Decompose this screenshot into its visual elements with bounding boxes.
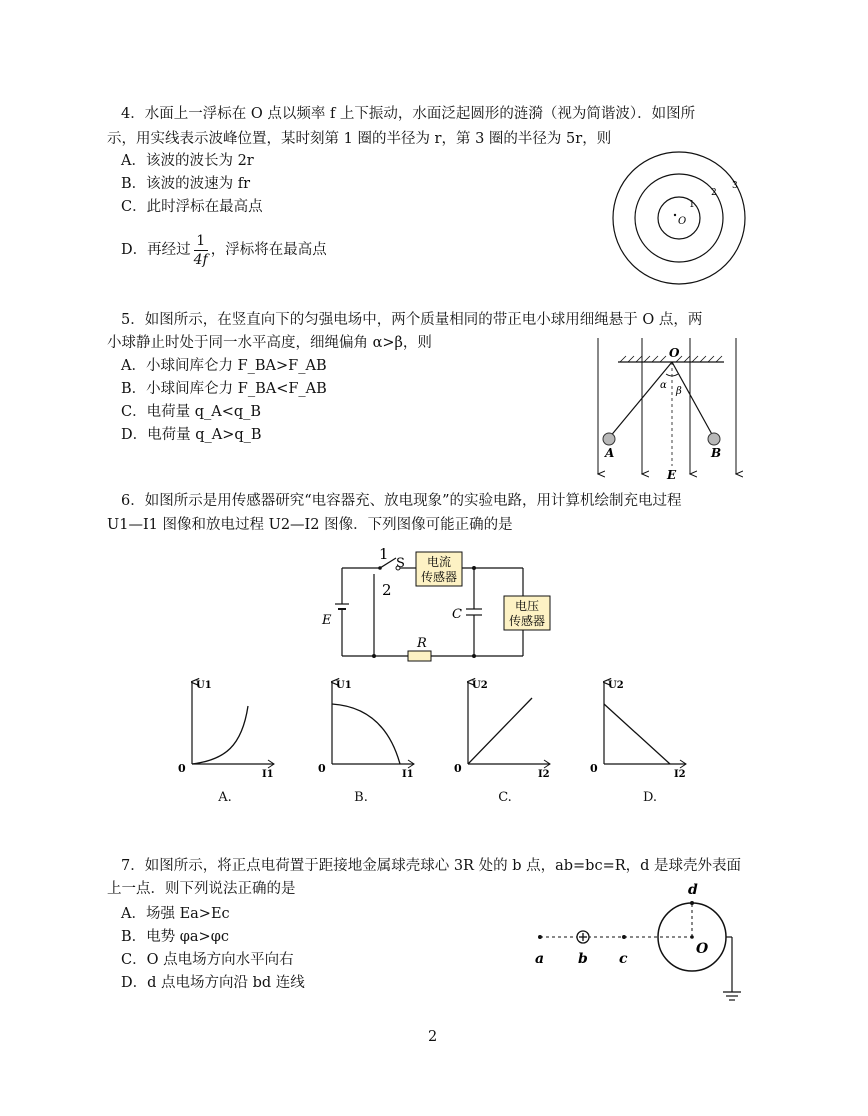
label-c: c <box>619 951 628 967</box>
ripple-label-2: 2 <box>711 188 717 198</box>
graph-a-origin: 0 <box>178 762 186 775</box>
q5-option-b: B．小球间库仑力 F_BA<F_AB <box>121 381 327 397</box>
graph-a-caption: A. <box>218 790 232 805</box>
graph-d-origin: 0 <box>590 762 598 775</box>
q4-option-c: C．此时浮标在最高点 <box>121 199 263 215</box>
graph-d-line <box>604 704 670 764</box>
ball-a <box>603 433 615 445</box>
label-o: O <box>696 941 709 957</box>
capacitor-label-c: C <box>452 607 462 622</box>
battery-label-e: E <box>322 613 332 628</box>
graph-b-origin: 0 <box>318 762 326 775</box>
point-d <box>690 901 694 905</box>
field-label-e: E <box>667 468 677 482</box>
graph-d-xlabel: I2 <box>674 769 686 780</box>
current-sensor-label-1: 电流 <box>426 555 452 569</box>
q7-option-c: C．O 点电场方向水平向右 <box>121 952 294 968</box>
q7-option-a: A．场强 Ea>Ec <box>121 906 230 922</box>
ball-a-label: A <box>605 446 615 460</box>
point-c <box>622 935 626 939</box>
graph-c-line <box>468 698 532 764</box>
q5-option-c: C．电荷量 q_A<q_B <box>121 404 262 420</box>
q4-fraction-denominator: 4f <box>193 251 208 268</box>
q4-stem-line-1: 4．水面上一浮标在 O 点以频率 f 上下振动，水面泛起圆形的涟漪（视为简谐波）．如图所 <box>121 106 696 122</box>
label-d: d <box>688 882 698 898</box>
switch-label-s: S <box>396 556 405 571</box>
graph-b-xlabel: I1 <box>402 769 414 780</box>
ripple-label-3: 3 <box>732 181 738 191</box>
q4-fraction-numerator: 1 <box>194 232 208 251</box>
ripple-label-1: 1 <box>689 200 695 210</box>
pivot-label-o: O <box>669 346 680 360</box>
q6-option-graphs <box>170 676 770 786</box>
junction-bottom-left <box>372 654 376 658</box>
page-number: 2 <box>428 1029 438 1045</box>
q4-option-a: A．该波的波长为 2r <box>121 153 254 169</box>
current-sensor-label-2: 传感器 <box>420 570 458 584</box>
graph-c-xlabel: I2 <box>538 769 550 780</box>
switch-contact-1 <box>378 566 382 570</box>
q5-pendulum-figure <box>590 336 750 482</box>
q7-sphere-figure <box>528 876 768 1008</box>
graph-a-curve <box>192 706 248 764</box>
graph-b-caption: B. <box>354 790 368 805</box>
switch-label-2: 2 <box>382 581 392 599</box>
q4-option-d-suffix: ，浮标将在最高点 <box>210 242 327 258</box>
graph-c-ylabel: U2 <box>472 680 488 691</box>
q4-option-d-fraction <box>194 232 208 269</box>
q7-stem-line-1: 7．如图所示，将正点电荷置于距接地金属球壳球心 3R 处的 b 点，ab=bc=R，d 是球壳外表面 <box>121 858 742 874</box>
voltage-sensor-label-1: 电压 <box>514 599 540 613</box>
label-a: a <box>535 951 545 967</box>
graph-c-origin: 0 <box>454 762 462 775</box>
resistor-label-r: R <box>417 636 427 651</box>
graph-a-ylabel: U1 <box>196 680 212 691</box>
label-b: b <box>578 951 588 967</box>
q7-option-b: B．电势 φa>φc <box>121 929 229 945</box>
ball-b-label: B <box>711 446 722 460</box>
graph-c <box>454 680 550 780</box>
q4-option-b: B．该波的波速为 fr <box>121 176 251 192</box>
graph-a <box>178 680 274 780</box>
angle-alpha: α <box>660 380 667 391</box>
q4-stem-line-2: 示，用实线表示波峰位置，某时刻第 1 圈的半径为 r，第 3 圈的半径为 5r，则 <box>107 131 612 147</box>
resistor <box>408 651 431 661</box>
point-a <box>538 935 542 939</box>
graph-d <box>590 680 686 780</box>
q7-stem-line-2: 上一点．则下列说法正确的是 <box>107 881 296 897</box>
q6-stem-line-1: 6．如图所示是用传感器研究“电容器充、放电现象”的实验电路，用计算机绘制充电过程 <box>121 493 682 509</box>
graph-a-xlabel: I1 <box>262 769 274 780</box>
graph-d-ylabel: U2 <box>608 680 624 691</box>
ripple-center-dot <box>674 214 676 216</box>
graph-b-ylabel: U1 <box>336 680 352 691</box>
q7-option-d: D．d 点电场方向沿 bd 连线 <box>121 975 305 991</box>
q6-circuit-diagram <box>318 544 558 666</box>
q5-option-d: D．电荷量 q_A>q_B <box>121 427 262 443</box>
q4-option-d <box>121 228 327 272</box>
q4-option-d-prefix: D．再经过 <box>121 242 191 258</box>
graph-c-caption: C. <box>498 790 512 805</box>
ripple-center-label: O <box>678 216 687 227</box>
graph-d-caption: D. <box>642 790 658 805</box>
graph-b-curve <box>332 704 400 764</box>
q5-option-a: A．小球间库仑力 F_BA>F_AB <box>121 358 327 374</box>
voltage-sensor-label-2: 传感器 <box>508 614 546 628</box>
string-a <box>609 362 672 438</box>
angle-beta: β <box>676 386 682 397</box>
ball-b <box>708 433 720 445</box>
switch-label-1: 1 <box>379 545 389 563</box>
q5-stem-line-2: 小球静止时处于同一水平高度，细绳偏角 α>β，则 <box>107 335 432 351</box>
graph-b <box>318 680 414 780</box>
q4-ripple-figure <box>604 150 754 290</box>
q5-stem-line-1: 5．如图所示，在竖直向下的匀强电场中，两个质量相同的带正电小球用细绳悬于 O 点，两 <box>121 312 703 328</box>
q6-stem-line-2: U1—I1 图像和放电过程 U2—I2 图像．下列图像可能正确的是 <box>107 517 513 533</box>
string-b <box>672 362 714 438</box>
